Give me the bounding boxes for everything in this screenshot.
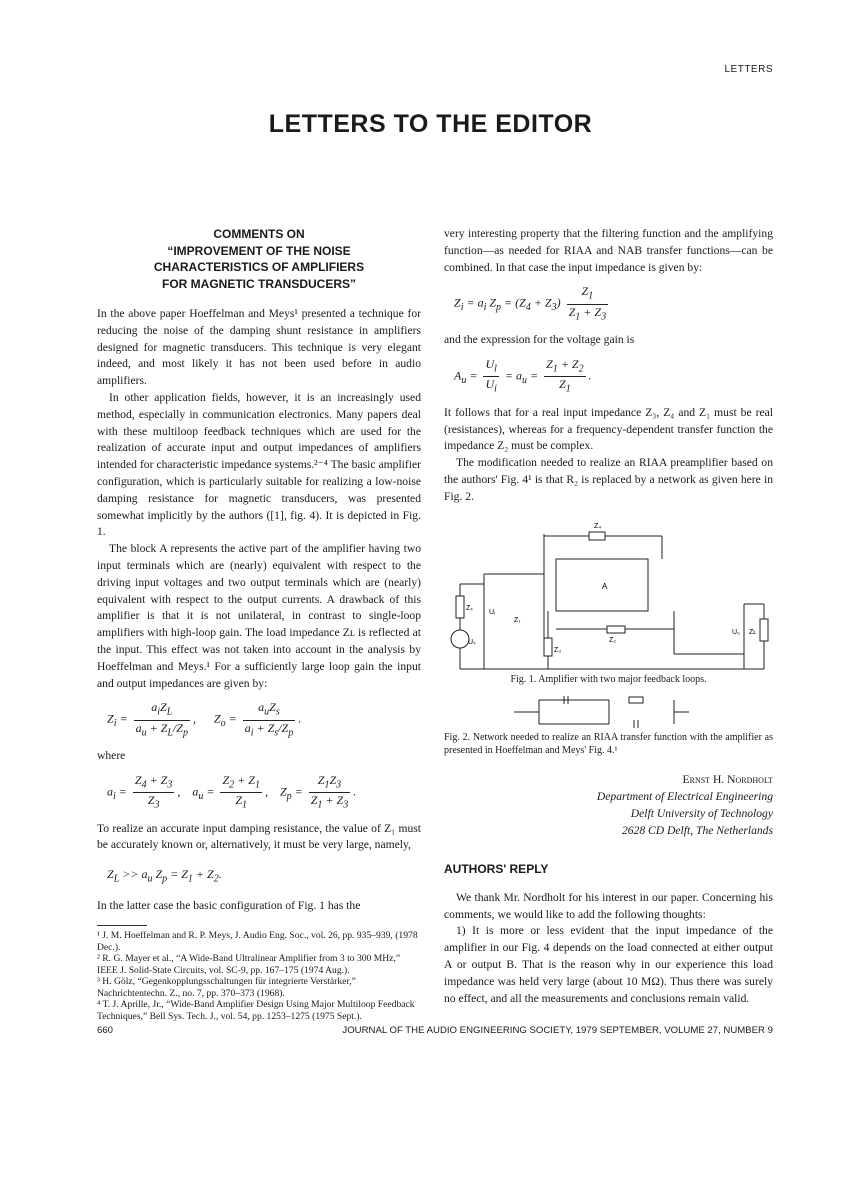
equation-voltage-gain: $A_u$ = $\frac{U_l}{U_i}$ = $a_u$ = $\frac{Z_1 + Z_2}{Z_1}$ . [454,356,592,395]
figure-2-caption: Fig. 2. Network needed to realize an RIAA transfer function with the amplifier as presented in Hoeffelman and Meys' Fig. 4.¹ [444,732,773,756]
figure-1 [444,514,773,674]
figure-2 [444,692,773,732]
affiliation-line: 2628 CD Delft, The Netherlands [621,824,773,838]
journal-citation: JOURNAL OF THE AUDIO ENGINEERING SOCIETY, 1979 SEPTEMBER, VOLUME 27, NUMBER 9 [342,1025,773,1036]
paragraph: To realize an accurate input damping resistance, the value of Z₁ must be accurately known or, alternatively, it must be very large, namely, [97,821,421,852]
paragraph: 1) It is more or less evident that the input impedance of the amplifier in our Fig. 4 depends on the load connected at either output A or output B. That is the reason why in our experience this load impedance was held very large (about 10 MΩ). Thus there was surely no effect, and all the measurements and conclusions remain valid. [444,924,773,1005]
section-title-line: COMMENTS ON [213,227,305,241]
block-label: A [602,581,608,591]
equation-gains: $a_i$ = $\frac{Z_4 + Z_3}{Z_3}$ , $a_u$ = $\frac{Z_2 + Z_1}{Z_1}$ , $Z_p$ = $\frac{Z_1Z_3}{Z_1 + Z_3}$ . [107,772,357,811]
resistor [629,697,643,703]
affiliation-line: Delft University of Technology [630,807,773,821]
equation-load: $Z_L >> a_u$ $Z_p = Z_1 + Z_2$. [107,867,222,885]
left-column [97,226,421,1022]
footnote: ¹ J. M. Hoeffelman and R. P. Meys, J. Audio Eng. Soc., vol. 26, pp. 935–939, (1978 Dec.). [97,930,418,953]
paragraph: where [97,749,126,763]
signature [444,771,773,839]
footnote: ⁴ T. J. Aprille, Jr., “Wide-Band Amplifier Design Using Major Multiloop Feedback Techniques,” Bell Sys. Tech. J., vol. 54, pp. 1253–1275 (1975 Sept.). [97,999,415,1022]
reply-heading: AUTHORS' REPLY [444,862,549,877]
equation-impedances: $Z_i$ = $\frac{a_iZ_L}{a_u + Z_L/Z_p}$ , $Z_o$ = $\frac{a_uZ_s}{a_i + Z_s/Z_p}$ . [107,700,302,739]
footnote-rule [97,925,147,926]
paragraph: and the expression for the voltage gain is [444,333,635,347]
section-title [97,226,421,292]
paragraph: It follows that for a real input impedance Z₃, Z₄ and Z₁ must be real (resistances), whereas for a frequency-dependent transfer function the impedance Z₂ must be complex. [444,405,773,453]
uo-label: U₀ [732,628,740,636]
paragraph: In the above paper Hoeffelman and Meys¹ presented a technique for reducing the noise of the damping shunt resistance in amplifiers designed for magnetic transducers. This technique is very elegant indeed, and most likely it has not been used before in audio amplifiers. [97,307,421,388]
z4-label: Z₄ [594,522,602,530]
page-title: LETTERS TO THE EDITOR [268,110,593,138]
zl-resistor [760,619,768,641]
paragraph: We thank Mr. Nordholt for his interest in our paper. Concerning his comments, we would like to add the following thoughts: [444,890,773,921]
section-title-line: “IMPROVEMENT OF THE NOISE [167,243,351,258]
z3-label: Z₃ [554,646,562,654]
paragraph: The block A represents the active part of the amplifier having two input terminals which are (nearly) equivalent with respect to the driving input voltages and two output terminals which are (nearly) equivalent with respect to the output currents. A drawback of this amplifier is that it is not unilateral, in contrast to single-loop amplifiers with high-loop gain. The load impedance Zʟ is reflected at the input. This effect was not taken into account in the analysis by Hoeffelman and Meys.¹ For a sufficiently large loop gain the input and output impedances are given by: [97,542,421,690]
figure-1-caption: Fig. 1. Amplifier with two major feedback loops. [510,673,707,685]
paragraph: very interesting property that the filtering function and the amplifying function—as needed for RIAA and NAB transfer functions—can be combined. In that case the input impedance is given by: [444,227,773,274]
source-circle [451,630,469,648]
zs-label: Zₛ [466,604,473,612]
z3-resistor [544,638,552,656]
paragraph: In the latter case the basic configuration of Fig. 1 has the [97,899,361,913]
zl-label: Zʟ [749,628,757,636]
paragraph: In other application fields, however, it is an increasingly used method, especially in communication electronics. Many papers deal with these multiloop feedback techniques which are used for the realization of accurate input and output impedances of amplifiers intended for characteristic impedance systems.²⁻⁴ The basic amplifier configuration, which is particularly suitable for realizing a low-noise damping resistance for magnetic transducers, was presented somewhat implicitly by the authors ([1], fig. 4). It is depicted in Fig. 1. [97,390,421,539]
ui-label: Uᵢ [489,608,496,616]
section-title-line: CHARACTERISTICS OF AMPLIFIERS [153,260,365,274]
footnote: ² R. G. Mayer et al., “A Wide-Band Ultralinear Amplifier from 3 to 300 MHz,” IEEE J. Solid-State Circuits, vol. SC-9, pp. 167–175 (1974 Aug.). [97,953,401,976]
us-label: Uₛ [468,638,476,646]
z1-label: Z₁ [514,616,521,624]
zs-resistor [456,596,464,618]
section-title-line: FOR MAGNETIC TRANSDUCERS” [162,276,356,291]
running-header: LETTERS [724,64,773,75]
affiliation-line: Department of Electrical Engineering [596,790,773,804]
z2-label: Z₂ [609,636,616,644]
page-footer [97,1025,773,1036]
equation-input-impedance: $Z_i = a_i$ $Z_p = (Z_4 + Z_3)$ $\frac{Z_1}{Z_1 + Z_3}$ [454,284,607,323]
z2-resistor [607,626,625,633]
paragraph: The modification needed to realize an RIAA preamplifier based on the authors' Fig. 4¹ is that R₂ is replaced by a network as given here in Fig. 2. [444,456,773,503]
footnote: ³ H. Gölz, “Gegenkopplungsschaltungen für integrierte Verstärker,” Nachrichtentechn. Z., no. 7, pp. 370–373 (1968). [97,976,356,999]
author-name: Ernst H. Nordholt [682,773,773,787]
page-number: 660 [97,1025,114,1036]
right-column [444,226,773,1007]
z4-resistor [589,532,605,540]
